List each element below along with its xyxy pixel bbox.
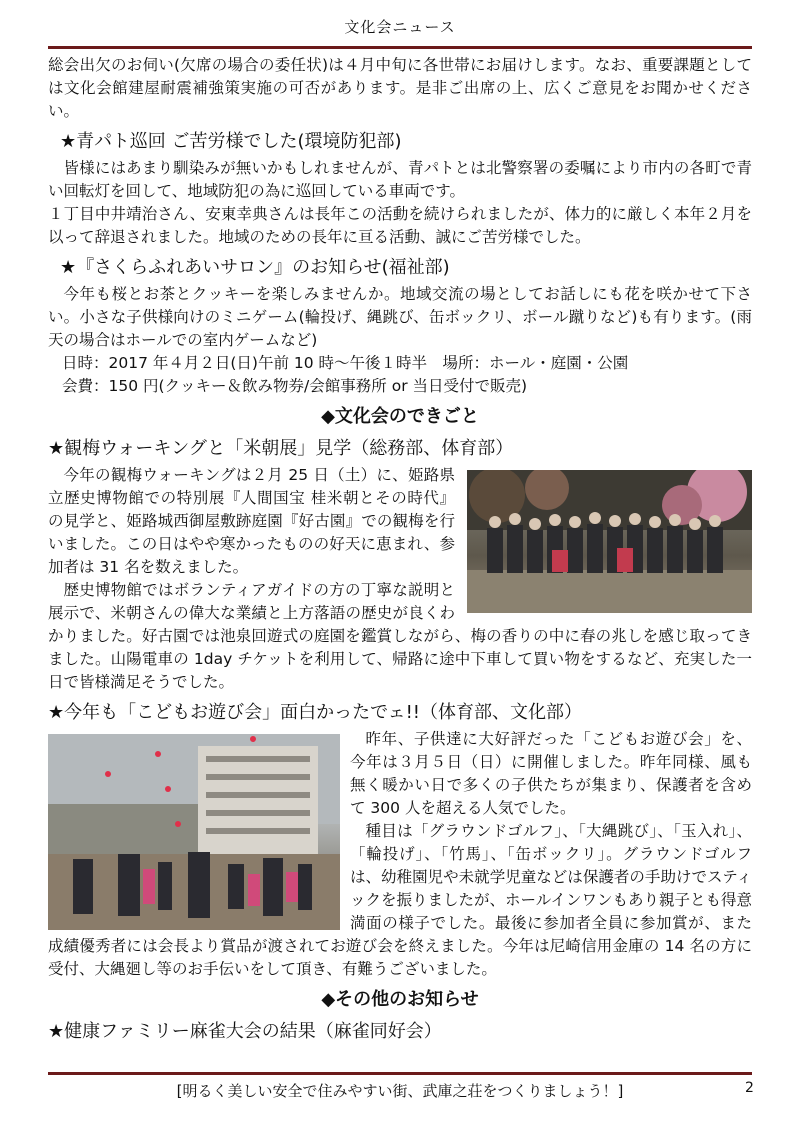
kids-paragraph-1: 昨年、子供達に大好評だった「こどもお遊び会」を、今年は３月５日（日）に開催しました。昨年同様、風も無く暖かい日で多くの子供たちが集まり、保護者を含めて 300 人を超える人気でした。 xyxy=(350,730,752,817)
page-title: 文化会ニュース xyxy=(344,18,456,36)
aopato-paragraph-2: １丁目中井靖治さん、安東幸典さんは長年この活動を続けられましたが、体力的に厳しく本年２月を以って辞退されました。地域のための長年に亘る活動、誠にご苦労様でした。 xyxy=(48,205,752,246)
footer-slogan: [明るく美しい安全で住みやすい街、武庫之荘をつくりましょう！] xyxy=(176,1082,624,1100)
salon-paragraph: 今年も桜とお茶とクッキーを楽しみませんか。地域交流の場としてお話しにも花を咲かせて下さい。小さな子供様向けのミニゲーム(輪投げ、縄跳び、缶ボックリ、ボール蹴りなど)も有ります。(雨天の場合はホールでの室内ゲームなど) xyxy=(48,285,752,349)
page-number: 2 xyxy=(745,1080,754,1096)
salon-date: 日時：2017 年４月２日(日)午前 10 時～午後１時半 場所：ホール・庭園・公園 xyxy=(62,354,629,372)
kids-paragraph-2: 種目は「グラウンドゴルフ」、「大縄跳び」、「玉入れ」、「輪投げ」、「竹馬」、「缶ボックリ」。グラウンドゴルフは、幼稚園児や未就学児童などは保護者の手助けでスティックを振りましたが、ホールインワンもあり親子とも得意満面の様子でした。最後に参加者全員に参加賞が、また成績優秀者には会長より賞品が渡されてお遊び会を終えました。今年は尼崎信用金庫の 14 名の方に受付、大縄廻し等のお手伝いをして頂き、有難うございました。 xyxy=(48,822,752,978)
aopato-heading: ★青パト巡回 ご苦労様でした(環境防犯部) xyxy=(60,131,402,152)
walking-heading: ★観梅ウォーキングと「米朝展」見学（総務部、体育部） xyxy=(48,438,514,459)
salon-heading: ★『さくらふれあいサロン』のお知らせ(福祉部) xyxy=(60,257,450,278)
events-section-title: ◆文化会のできごと xyxy=(321,406,479,427)
mahjong-heading: ★健康ファミリー麻雀大会の結果（麻雀同好会） xyxy=(48,1021,442,1042)
salon-fee: 会費：150 円(クッキー＆飲み物券/会館事務所 or 当日受付で販売) xyxy=(62,377,528,395)
walking-paragraph-2: 歴史博物館ではボランティアガイドの方の丁寧な説明と展示で、米朝さんの偉大な業績と上方落語の歴史が良くわかりました。好古園では池泉回遊式の庭園を鑑賞しながら、梅の香りの中に春の兆しを感じ取ってきました。山陽電車の 1day チケットを利用して、帰路に途中下車して買い物をするなど、充実した一日で皆様満足そうでした。 xyxy=(48,581,752,691)
kids-event-photo xyxy=(48,734,340,930)
bottom-divider xyxy=(48,1072,752,1075)
aopato-paragraph-1: 皆様にはあまり馴染みが無いかもしれませんが、青パトとは北警察署の委嘱により市内の各町で青い回転灯を回して、地域防犯の為に巡回している車両です。 xyxy=(48,159,752,200)
walking-paragraph-1: 今年の観梅ウォーキングは２月 25 日（土）に、姫路県立歴史博物館での特別展『人間国宝 桂米朝とその時代』の見学と、姫路城西御屋敷跡庭園『好古園』での観梅を行いました。この日はやや寒かったものの好天に恵まれ、参加者は 31 名を数えました。 xyxy=(48,466,455,576)
other-section-title: ◆その他のお知らせ xyxy=(321,989,479,1010)
kids-heading: ★今年も「こどもお遊び会」面白かったでェ!!（体育部、文化部） xyxy=(48,702,583,723)
group-photo xyxy=(467,470,752,613)
top-divider xyxy=(48,46,752,49)
intro-paragraph: 総会出欠のお伺い(欠席の場合の委任状)は４月中旬に各世帯にお届けします。なお、重要課題としては文化会館建屋耐震補強策実施の可否があります。是非ご出席の上、広くご意見をお聞かせください。 xyxy=(48,56,752,120)
article-body xyxy=(48,54,752,1047)
